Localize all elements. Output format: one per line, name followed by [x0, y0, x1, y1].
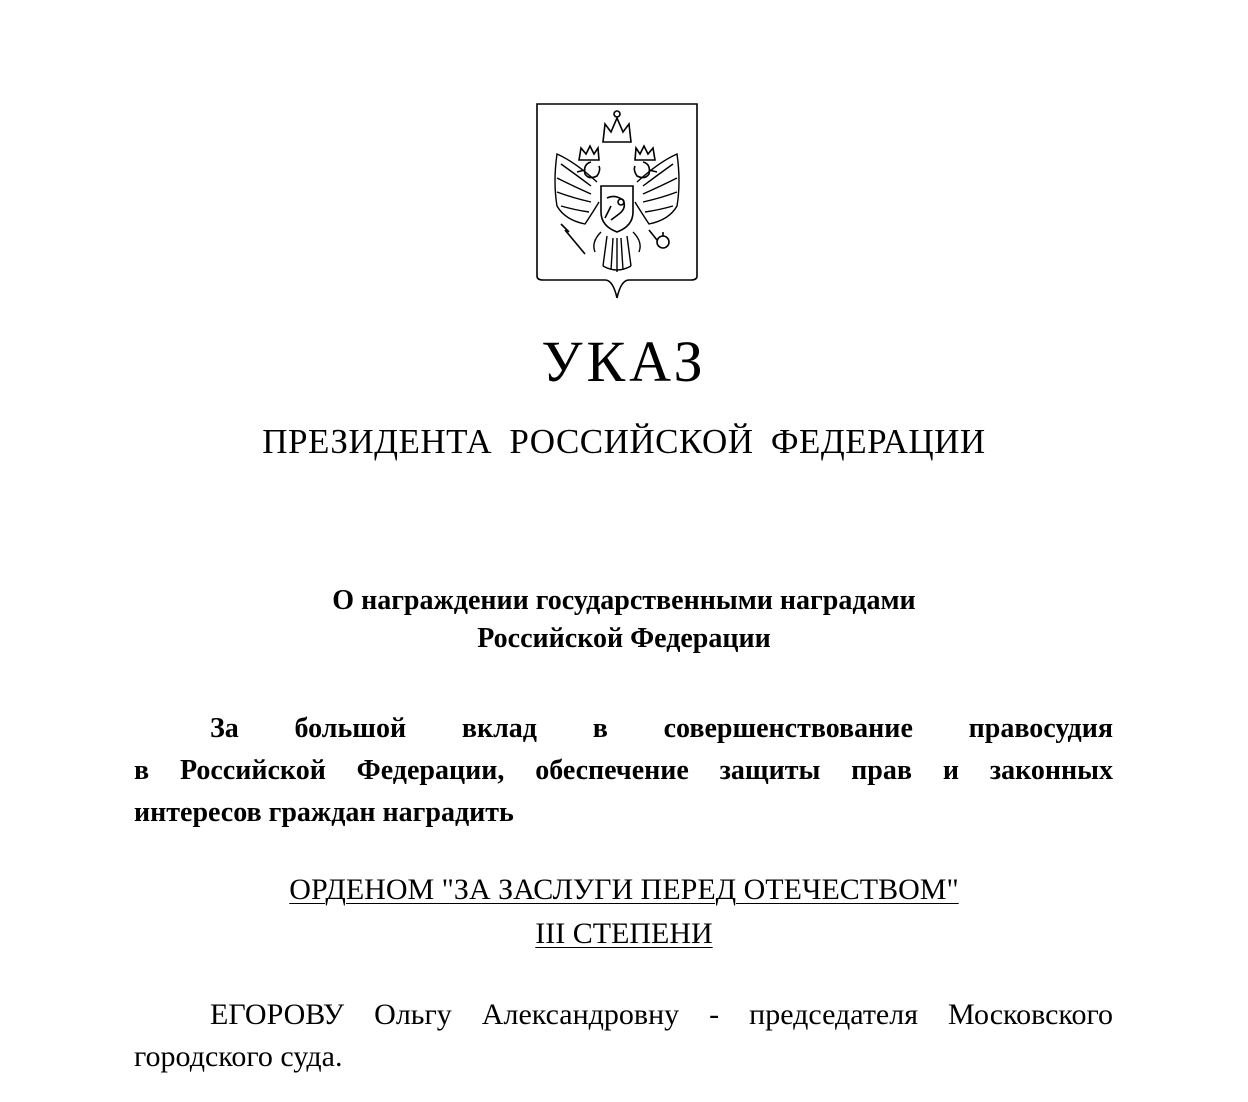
- document-title: УКАЗ: [541, 329, 707, 394]
- preamble-line-1: За большой вклад в совершенствование правосудия: [210, 713, 1113, 744]
- preamble-line-3: интересов граждан наградить: [134, 797, 514, 828]
- coat-of-arms-emblem: [535, 102, 699, 300]
- awardee-line-2: городского суда.: [134, 1040, 343, 1073]
- subtitle-word-2: РОССИЙСКОЙ: [509, 422, 754, 461]
- subtitle-word-1: ПРЕЗИДЕНТА: [262, 422, 493, 461]
- award-line-1: ОРДЕНОМ "ЗА ЗАСЛУГИ ПЕРЕД ОТЕЧЕСТВОМ": [289, 873, 959, 906]
- heading-line-2: Российской Федерации: [477, 623, 771, 654]
- subtitle-word-3: ФЕДЕРАЦИИ: [770, 422, 986, 461]
- award-name: [0, 868, 1248, 956]
- decree-heading: [0, 582, 1248, 658]
- russian-coat-of-arms-icon: [535, 102, 699, 300]
- award-line-2: III СТЕПЕНИ: [535, 917, 713, 950]
- heading-line-1: О награждении государственными наградами: [332, 585, 916, 616]
- document-subtitle: [0, 420, 1248, 464]
- awardee-line-1: ЕГОРОВУ Ольгу Александровну - председателя Московского: [210, 998, 1113, 1031]
- preamble-line-2: в Российской Федерации, обеспечение защиты прав и законных: [134, 755, 1113, 786]
- awardee: [134, 994, 1113, 1078]
- decree-preamble: [134, 708, 1113, 834]
